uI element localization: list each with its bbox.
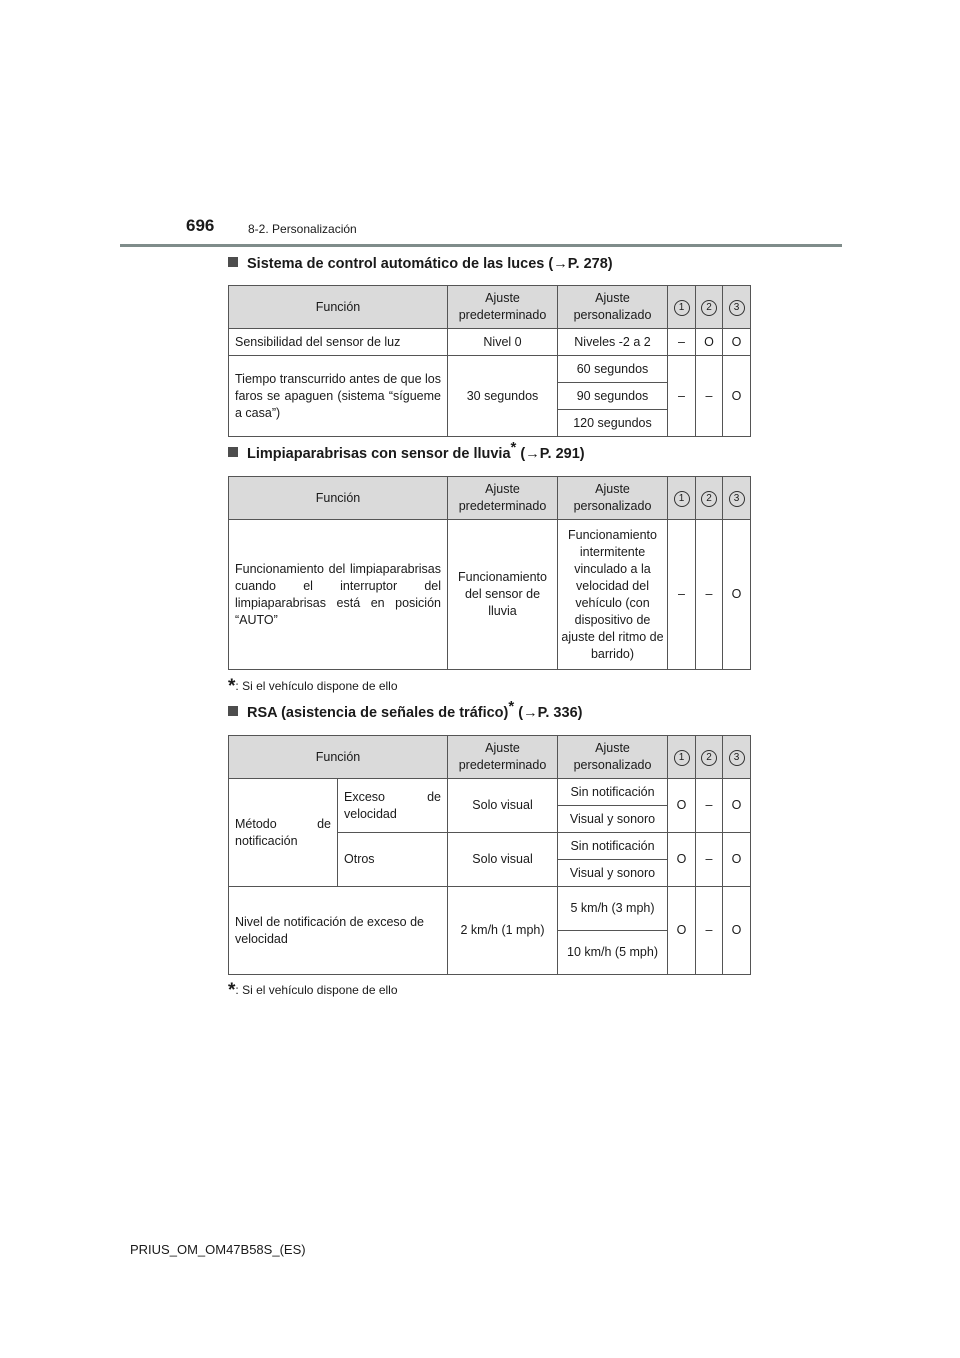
- circle-3-icon: 3: [729, 300, 745, 316]
- heading-rsa: RSA (asistencia de señales de tráfico)* (→P. 336): [228, 705, 582, 721]
- table-rsa: Función Ajuste predeterminado Ajuste personalizado 1 2 3 Método de notificación Exceso de velocidad Solo visual Sin notificación O – O Visual y sonoro Otros Solo visual Sin notificación O – O Visual y sonoro Nivel de notificación de exceso de velocidad 2 km/h (1 mph) 5 km/h (3 mph) O – O 10 km/h (5 mph): [228, 735, 751, 975]
- header-ajuste-pred: Ajuste predeterminado: [448, 286, 558, 329]
- heading-light-control: Sistema de control automático de las luces (→P. 278): [228, 256, 613, 272]
- table-light-control: Función Ajuste predeterminado Ajuste personalizado 1 2 3 Sensibilidad del sensor de luz Nivel 0 Niveles -2 a 2 – O O Tiempo transcurrido antes de que los faros se apaguen (sistema “sígueme a casa”) 30 segundos 60 segundos – – O 90 segundos 120 segundos: [228, 285, 751, 437]
- table-header: Función Ajuste predeterminado Ajuste personalizado 1 2 3: [229, 736, 751, 779]
- table-row: Sensibilidad del sensor de luz Nivel 0 Niveles -2 a 2 – O O: [229, 329, 751, 356]
- table-row: Tiempo transcurrido antes de que los faros se apaguen (sistema “sígueme a casa”) 30 segundos 60 segundos – – O: [229, 356, 751, 383]
- footnote: *: Si el vehículo dispone de ello: [228, 676, 398, 697]
- table-row: Otros Solo visual Sin notificación O – O: [229, 833, 751, 860]
- circle-2-icon: 2: [701, 491, 717, 507]
- section-title: 8-2. Personalización: [248, 222, 357, 236]
- table-header: [229, 286, 751, 329]
- table-header: Función Ajuste predeterminado Ajuste personalizado 1 2 3: [229, 477, 751, 520]
- circle-3-icon: 3: [729, 750, 745, 766]
- circle-1-icon: 1: [674, 750, 690, 766]
- footnote: *: Si el vehículo dispone de ello: [228, 980, 398, 1001]
- circle-2-icon: 2: [701, 300, 717, 316]
- circle-2-icon: 2: [701, 750, 717, 766]
- header-ajuste-pers: Ajuste personalizado: [558, 286, 668, 329]
- header-rule: [120, 244, 842, 247]
- table-row: Funcionamiento del limpiaparabrisas cuando el interruptor del limpiaparabrisas está en posición “AUTO” Funcionamiento del sensor de lluvia Funcionamiento intermitente vinculado a la velocidad del vehículo (con dispositivo de ajuste del ritmo de barrido) – – O: [229, 520, 751, 670]
- footer-code: PRIUS_OM_OM47B58S_(ES): [130, 1242, 306, 1257]
- bullet-square-icon: [228, 706, 238, 716]
- bullet-square-icon: [228, 447, 238, 457]
- table-row: Nivel de notificación de exceso de velocidad 2 km/h (1 mph) 5 km/h (3 mph) O – O: [229, 887, 751, 931]
- page-number: 696: [186, 216, 215, 235]
- table-rain-wipers: [228, 476, 751, 670]
- table-row: Método de notificación Exceso de velocidad Solo visual Sin notificación O – O: [229, 779, 751, 806]
- circle-1-icon: 1: [674, 491, 690, 507]
- bullet-square-icon: [228, 257, 238, 267]
- circle-1-icon: 1: [674, 300, 690, 316]
- circle-3-icon: 3: [729, 491, 745, 507]
- header-funcion: Función: [229, 286, 448, 329]
- heading-rain-wipers: Limpiaparabrisas con sensor de lluvia* (→P. 291): [228, 446, 585, 462]
